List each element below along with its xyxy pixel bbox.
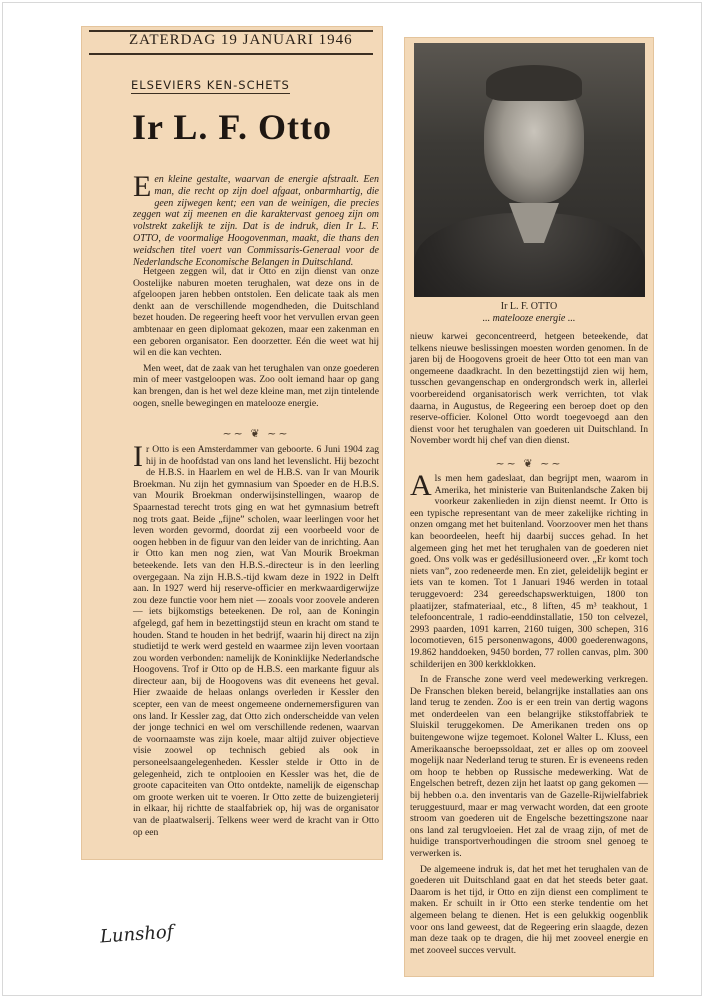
left-body-main (133, 440, 379, 842)
left-ornament: ~~ ❦ ~~ (222, 427, 290, 440)
intro-text: en kleine gestalte, waarvan de energie afstraalt. Een man, die recht op zijn doel afgaat, onbarmhartig, die geen zijwegen kent; een van de weinigen, die precies zeggen wat zij meenen en die karaktervast genoeg zijn om volstrekt zakelijk te zijn. Dat is de indruk, dien Ir L. F. OTTO, de voormalige Hoogovenman, maakt, die thans den weidschen titel voert van Commissaris-Generaal voor de Nederlandsche Economische Belangen in Duitschland. (133, 174, 379, 268)
rubric-label: ELSEVIERS KEN-SCHETS (131, 78, 290, 92)
caption-subtitle: ... matelooze energie ... (482, 313, 576, 324)
photo-caption (404, 301, 654, 325)
portrait-photo (414, 43, 645, 297)
handwritten-signature: Lunshof (99, 921, 175, 948)
left-body-top (133, 266, 379, 413)
left-body-dropcap: I (133, 440, 143, 473)
right-body-dropcap: A (410, 469, 432, 502)
article-headline: Ir L. F. Otto (131, 107, 332, 147)
right-ornament: ~~ ❦ ~~ (495, 457, 563, 470)
left-body-paragraph (133, 440, 379, 838)
right-body-main (410, 469, 648, 960)
right-body-top (410, 331, 648, 451)
right-paragraph-4: De algemeene indruk is, dat het met het terughalen van de goederen uit Duitschland gaat en dat het steeds beter gaat. Daarom is het tijd, ir Otto en zijn dienst een compliment te maken. Er schuilt in ir Otto een sterke tendentie om het algemeen belang te dienen. Het is een gelukkig oogenblik voor ons land geweest, dat de Regeering erin slaagde, dezen man deze taak op te dragen, die hij met zooveel energie en met zooveel succes vervult. (410, 863, 648, 956)
left-paragraph-1: Hetgeen zeggen wil, dat ir Otto en zijn dienst van onze Oostelijke naburen moeten terughalen, wat deze ons in de afgeloopen jaren hebben ontstolen. Een delicate taak als men denkt aan de verschillende mogendheden, die Duitschland bezet houden. De regeering heeft voor het vervullen ervan geen ambtenaar en geen diplomaat gekozen, maar een zakenman en een geboren organisator. Een doorzetter. Eén die weet wat hij wil en die kan vechten. (133, 266, 379, 359)
intro-paragraph (133, 170, 379, 268)
right-paragraph-3: In de Fransche zone werd veel medewerking verkregen. De Franschen bleken bereid, belangrijke installaties aan ons land terug te zenden. Zoo is er een trein van dertig wagons met onderdeelen van een belangrijke stikstoffabriek te Sluiskil teruggekomen. De Amerikanen treden ons op buitengewone wijze tegemoet. Kolonel Walter L. Kluss, een Amerikaansche beroepssoldaat, zet er alles op om zooveel mogelijk naar Nederland terug te sturen. Er is eveneens reden om hoop te hebben op Russische medewerking. Wat de Engelschen betreft, dezen zijn het laatst op gang gekomen — bij hebben o.a. den inventaris van de Gazelle-Rijwielfabriek teruggestuurd, maar er mag verwacht worden, dat een groote stroom van goederen uit de Engelsche bezettingszone naar ons land zal terugvloeien. Het zal de vraag zijn, of met de huidige transportverhoudingen die stroom snel genoeg te verwerken is. (410, 674, 648, 859)
intro-dropcap: E (133, 170, 152, 203)
left-paragraph-2: Men weet, dat de zaak van het terughalen van onze goederen min of meer vastgeloopen was. Zoo oolt iemand haar op gang kan brengen, dan is het wel deze kleine man, met zijn tintelende oogen, snelle bewegingen en matelooze energie. (133, 362, 379, 409)
right-body-paragraph (410, 469, 648, 670)
header-rule-bottom (89, 53, 373, 55)
photo-hair (486, 65, 582, 101)
right-paragraph-1: nieuw karwei geconcentreerd, hetgeen beteekende, dat telkens nieuwe beslissingen moesten worden genomen. In de jaren bij de Hoogovens groeit de heer Otto tot een man van ongemeene daadkracht. In den bezettingstijd zien wij hem, tusschen gevangenschap en ondergrondsch werk in, allerlei voorbereidend organisatorisch werk verrichten, tot vlak daarna, in Augustus, de Regeering een beroep doet op den reserve-officier. Kolonel Otto wordt toegevoegd aan den dienst voor het terughalen van goederen uit Duitschland. In November wordt hij chef van dien dienst. (410, 331, 648, 447)
right-body-text: ls men hem gadeslaat, dan begrijpt men, waarom in Amerika, het ministerie van Buitenlandsche Zaken bij voorkeur zakenlieden in zijn dienst neemt. Ir Otto is een typische representant van de meer zakelijke richting in onzen omgang met het buitenland. Voorzoover men het thans kan beoordeelen, heeft hij daarbij succes gehad. In het algemeen ging het met het terughalen van de goederen niet goed. Ons volk was er gedésillusioneerd over. „Er komt toch niets van”, zoo redeneerde men. En ziet, geleidelijk begint er iets van te komen. Tot 1 Januari 1946 werden in totaal teruggevoerd: 234 gereedschapswerktuigen, 1800 ton plaatijzer, stafmateriaal, etc., 8 liften, 45 m³ teakhout, 1 telefooncentrale, 1 radio-eenddinstallatie, 150 ton celvezel, 2993 paarden, 1091 karren, 2160 tuigen, 300 schepen, 316 locomotieven, 615 personenwagons, 4000 goederenwagons, 19.862 handdoeken, 9450 borden, 77 rollen canvas, plm. 300 schilderijen en 300 kerkklokken. (410, 473, 648, 670)
left-body-text: r Otto is een Amsterdammer van geboorte. 6 Juni 1904 zag hij in de hoofdstad van ons land het levenslicht. Hij bezocht de H.B.S. in Haarlem en wel de H.B.S. van Ir van Mourik Broekman. Nu zijn het gymnasium van Spoeder en de H.B.S. van Mourik Broekman onderwijsinstellingen, waarop de Spaarnestad terecht trots ging en wat het gymnasium betreft nog trots gaat. Beide „fijne” scholen, waar leerlingen voor het leven worden gevormd, doordat zij een voorbeeld voor de oogen hebben in de figuur van den leider van de inrichting. Aan ir Otto kan men nog zien, wat Van Mourik Broekman beteekende. Iets van den H.B.S.-directeur is in den leerling overgegaan. Na zijn H.B.S.-tijd kwam deze in 1922 in Delft aan. In 1927 werd hij reserve-officier en merkwaardigerwijze zou deze functie voor hem niet — zooals voor zoovele anderen — iets bijkomstigs beteekenen. De rol, aan de Koningin afgelegd, gaf hem in bezettingstijd steun en kracht om stand te houden. Stand te houden in het bedrijf, waarin hij direct na zijn studietijd te werk werd gesteld en waarmee zijn leven voortaan zou worden verbonden: namelijk de Koninklijke Nederlandsche Hoogovens. Trof ir Otto op de H.B.S. een markante figuur als directeur aan, bij de Hoogovens was dit eveneens het geval. Hier zwaaide de helaas onlangs overleden ir Kessler den scepter, een van de meest ongemeene ondernemersfiguren van ons land. Ir Kessler zag, dat Otto zich onderscheidde van velen der jonge technici en wel om verschillende redenen, waarvan de voornaamste was zijn koele, maar altijd zuiver objectieve visie zoowel op technisch gebied als ook in personeelsaangelegenheden. Kessler stelde ir Otto in de gelegenheid, zich te ontplooien en Kessler was het, die de groote capaciteiten van Otto ontdekte, namelijk de eigenschap om groote werken uit te voeren. Ir Otto zette de buizengieterij in elkaar, hij richtte de staalfabriek op, hij was de organisator van de plaatwalserij. Telkens weer werd de kracht van ir Otto op een (133, 444, 379, 838)
caption-name: Ir L. F. OTTO (500, 301, 558, 312)
right-clipping (404, 37, 654, 977)
left-clipping (81, 26, 383, 860)
dateline: ZATERDAG 19 JANUARI 1946 (129, 32, 353, 48)
